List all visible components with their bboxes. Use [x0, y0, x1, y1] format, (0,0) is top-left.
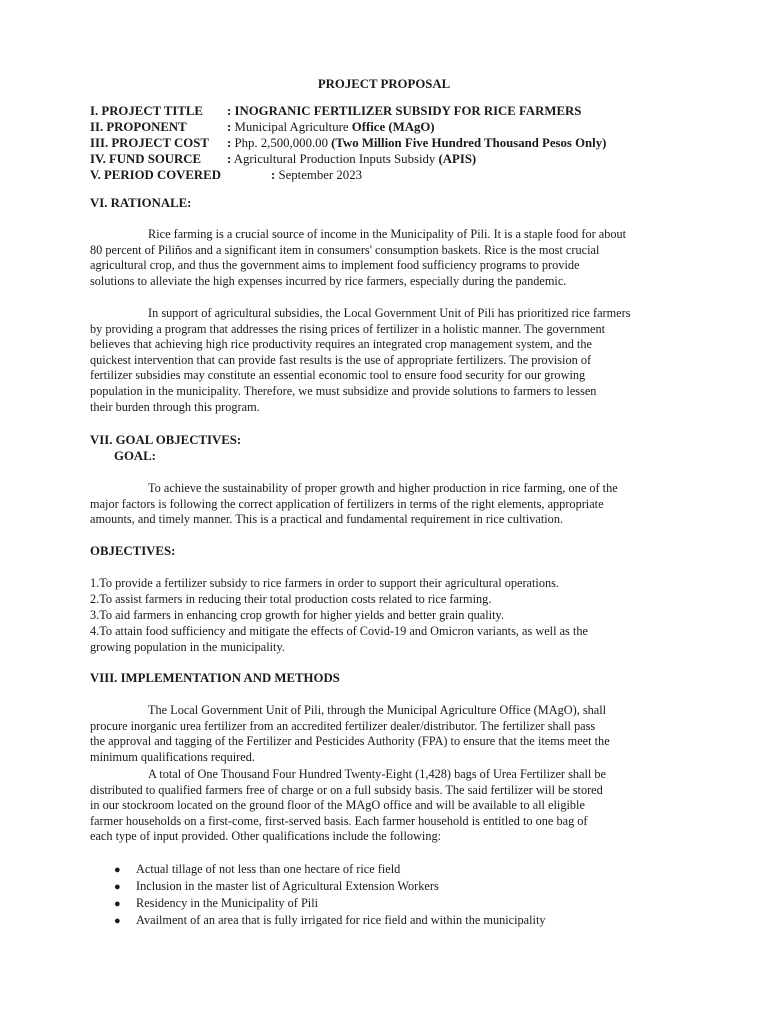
qualification-bullet [114, 862, 400, 879]
text-line: their burden through this program. [90, 399, 260, 414]
text-line: agricultural crop, and thus the government aims to implement food sufficiency programs to provide [90, 258, 580, 273]
rationale-heading: VI. RATIONALE: [90, 196, 192, 210]
implementation-heading: VIII. IMPLEMENTATION AND METHODS [90, 671, 340, 685]
bullet-icon: ● [114, 898, 121, 910]
text-line: quickest intervention that can provide fast results is the use of appropriate fertilizers. The provision of [90, 352, 592, 367]
rationale-paragraph-1 [90, 227, 682, 289]
bullet-icon: ● [114, 915, 121, 927]
goal-objectives-heading: VII. GOAL OBJECTIVES: [90, 433, 242, 447]
document-title: PROJECT PROPOSAL [317, 77, 451, 91]
project-title-sep: : [227, 104, 232, 118]
project-cost-value: Php. 2,500,000.00 [234, 136, 328, 150]
project-cost-sep: : [227, 136, 232, 150]
qualification-text: Residency in the Municipality of Pili [136, 896, 319, 910]
proponent-row [90, 120, 435, 136]
proponent-label: II. PROPONENT [90, 120, 187, 134]
qualification-bullet [114, 879, 439, 896]
project-cost-row [90, 136, 606, 152]
text-line: procure inorganic urea fertilizer from an accredited fertilizer dealer/distributor. The fertilizer shall pass [90, 718, 596, 733]
project-title-label: I. PROJECT TITLE [90, 104, 203, 118]
proponent-value-bold: Office (MAgO) [351, 120, 435, 134]
project-cost-words: (Two Million Five Hundred Thousand Pesos Only) [331, 136, 607, 150]
bullet-icon: ● [114, 881, 121, 893]
period-covered-value: September 2023 [278, 168, 362, 182]
text-line: In support of agricultural subsidies, the Local Government Unit of Pili has prioritized rice farmers [148, 306, 631, 320]
text-line: A total of One Thousand Four Hundred Twenty-Eight (1,428) bags of Urea Fertilizer shall be [148, 767, 607, 781]
fund-source-label: IV. FUND SOURCE [90, 152, 202, 166]
qualification-text: Availment of an area that is fully irrigated for rice field and within the municipality [136, 913, 546, 927]
fund-source-sep: : [227, 152, 232, 166]
goal-label: GOAL: [114, 449, 156, 463]
text-line: solutions to alleviate the high expenses incurred by rice farmers, especially during the pandemic. [90, 273, 567, 288]
text-line: Rice farming is a crucial source of income in the Municipality of Pili. It is a staple food for about [148, 227, 627, 241]
text-line: To achieve the sustainability of proper growth and higher production in rice farming, one of the [148, 481, 618, 495]
text-line: believes that achieving high rice productivity requires an integrated crop management system, and the [90, 337, 592, 352]
implementation-paragraph-1 [90, 703, 682, 765]
goal-paragraph [90, 481, 682, 528]
fund-source-row [90, 152, 476, 168]
objective-item: 1.To provide a fertilizer subsidy to rice farmers in order to support their agricultural operations. [90, 576, 560, 590]
text-line: distributed to qualified farmers free of charge or on a full subsidy basis. The said fertilizer will be stored [90, 782, 603, 797]
text-line: amounts, and timely manner. This is a practical and fundamental requirement in rice cultivation. [90, 512, 564, 527]
proponent-value: Municipal Agriculture [234, 120, 349, 134]
text-line: by providing a program that addresses the rising prices of fertilizer in a holistic manner. The government [90, 321, 606, 336]
objective-item-continuation: growing population in the municipality. [90, 640, 285, 654]
implementation-paragraph-2 [90, 767, 682, 845]
text-line: in our stockroom located on the ground floor of the MAgO office and will be available to all eligible [90, 798, 585, 813]
rationale-paragraph-2 [90, 306, 682, 415]
text-line: The Local Government Unit of Pili, through the Municipal Agriculture Office (MAgO), shall [148, 703, 607, 717]
text-line: each type of input provided. Other qualifications include the following: [90, 829, 442, 844]
text-line: minimum qualifications required. [90, 749, 255, 764]
bullet-icon: ● [114, 864, 121, 876]
objective-item: 3.To aid farmers in enhancing crop growth for higher yields and better grain quality. [90, 608, 504, 622]
proponent-sep: : [227, 120, 232, 134]
text-line: farmer households on a first-come, first-served basis. Each farmer household is entitled to one bag of [90, 813, 588, 828]
period-covered-row [90, 168, 362, 184]
text-line: fertilizer subsidies may constitute an essential economic tool to ensure food security for our growing [90, 368, 586, 383]
period-covered-label: V. PERIOD COVERED [90, 168, 221, 182]
text-line: major factors is following the correct application of fertilizers in terms of the right elements, appropriate [90, 496, 604, 511]
project-cost-label: III. PROJECT COST [90, 136, 209, 150]
qualification-bullet [114, 913, 546, 930]
objectives-heading: OBJECTIVES: [90, 544, 176, 558]
text-line: 80 percent of Piliños and a significant item in consumers' consumption baskets. Rice is the most crucial [90, 242, 600, 257]
text-line: the approval and tagging of the Fertilizer and Pesticides Authority (FPA) to ensure that the items meet the [90, 734, 610, 749]
qualification-bullet [114, 896, 318, 913]
qualification-text: Inclusion in the master list of Agricultural Extension Workers [136, 879, 439, 893]
text-line: population in the municipality. Therefore, we must subsidize and provide solutions to farmers to lessen [90, 383, 597, 398]
qualification-text: Actual tillage of not less than one hectare of rice field [136, 862, 401, 876]
objective-item: 4.To attain food sufficiency and mitigate the effects of Covid-19 and Omicron variants, as well as the [90, 624, 588, 638]
objective-item: 2.To assist farmers in reducing their total production costs related to rice farming. [90, 592, 492, 606]
fund-source-abbrev: (APIS) [438, 152, 477, 166]
project-title-value: INOGRANIC FERTILIZER SUBSIDY FOR RICE FARMERS [234, 104, 582, 118]
fund-source-value: Agricultural Production Inputs Subsidy [233, 152, 436, 166]
period-covered-sep: : [271, 168, 276, 182]
project-title-row [90, 104, 581, 120]
